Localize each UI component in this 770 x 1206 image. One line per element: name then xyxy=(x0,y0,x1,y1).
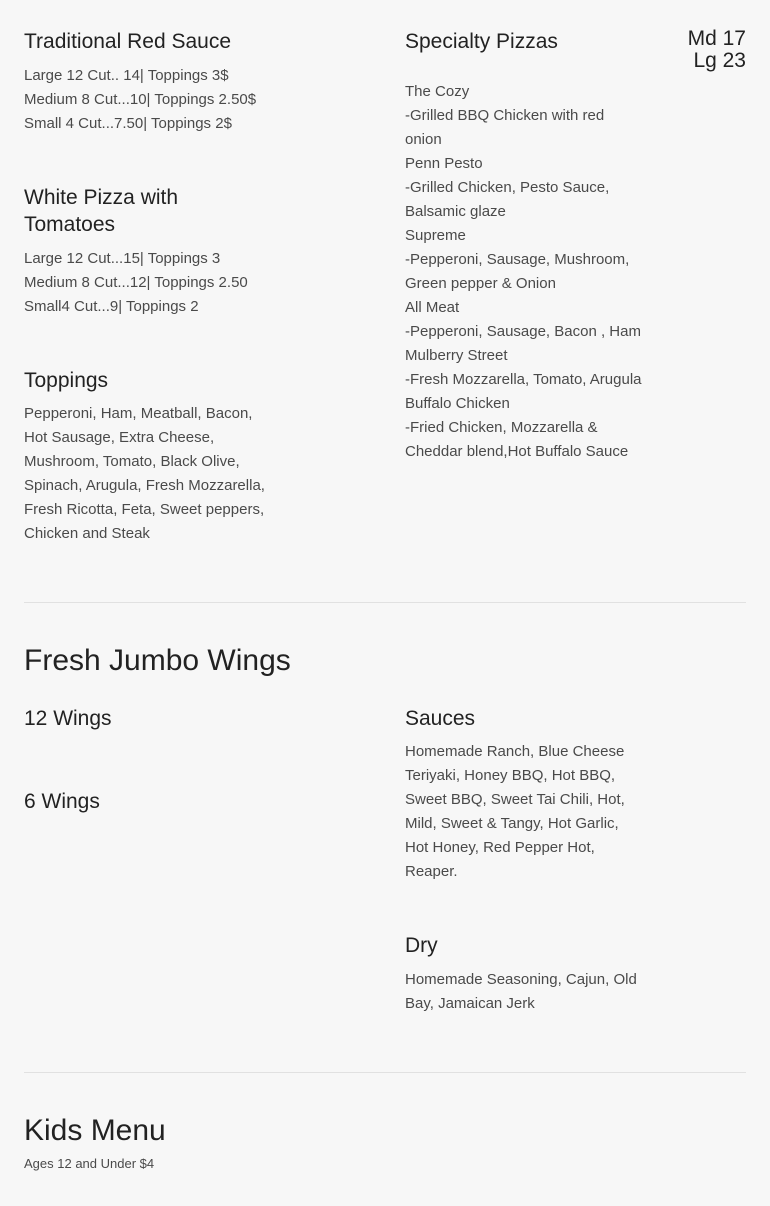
kids-section-title: Kids Menu xyxy=(24,1114,166,1147)
wings-6-title: 6 Wings xyxy=(24,790,100,813)
red-sauce-prices: Large 12 Cut.. 14| Toppings 3$ Medium 8 Cut...10| Toppings 2.50$ Small 4 Cut...7.50| Toppings 2$ xyxy=(24,67,257,132)
sauces-title: Sauces xyxy=(405,707,476,730)
white-pizza-prices: Large 12 Cut...15| Toppings 3 Medium 8 Cut...12| Toppings 2.50 Small4 Cut...9| Toppings 2 xyxy=(24,250,248,315)
wings-12-title: 12 Wings xyxy=(24,707,112,730)
toppings-title: Toppings xyxy=(24,369,109,392)
specialty-price: Md 17 Lg 23 xyxy=(687,27,746,72)
specialty-title: Specialty Pizzas xyxy=(405,30,558,53)
dry-list: Homemade Seasoning, Cajun, Old Bay, Jamaican Jerk xyxy=(405,971,637,1012)
white-pizza-title: White Pizza with Tomatoes xyxy=(24,186,179,236)
specialty-list: The Cozy -Grilled BBQ Chicken with red onion Penn Pesto -Grilled Chicken, Pesto Sauce, Balsamic glaze Supreme -Pepperoni, Sausage, Mushroom, Green pepper & Onion All Meat -Pepperoni, Sausage, Bacon , Ham Mulberry Street -Fresh Mozzarella, Tomato, Arugula Buffalo Chicken -Fried Chicken, Mozzarella & Cheddar blend,Hot Buffalo Sauce xyxy=(405,83,642,460)
toppings-list: Pepperoni, Ham, Meatball, Bacon, Hot Sausage, Extra Cheese, Mushroom, Tomato, Black Olive, Spinach, Arugula, Fresh Mozzarella, Fresh Ricotta, Feta, Sweet peppers, Chicken and Steak xyxy=(24,405,265,542)
wings-section-title: Fresh Jumbo Wings xyxy=(24,644,291,677)
kids-subtitle: Ages 12 and Under $4 xyxy=(24,1156,155,1171)
sauces-list: Homemade Ranch, Blue Cheese Teriyaki, Honey BBQ, Hot BBQ, Sweet BBQ, Sweet Tai Chili, Hot, Mild, Sweet & Tangy, Hot Garlic, Hot Honey, Red Pepper Hot, Reaper. xyxy=(405,743,625,880)
section-divider xyxy=(24,1072,746,1073)
red-sauce-title: Traditional Red Sauce xyxy=(24,30,232,53)
section-divider xyxy=(24,602,746,603)
dry-title: Dry xyxy=(405,934,438,957)
